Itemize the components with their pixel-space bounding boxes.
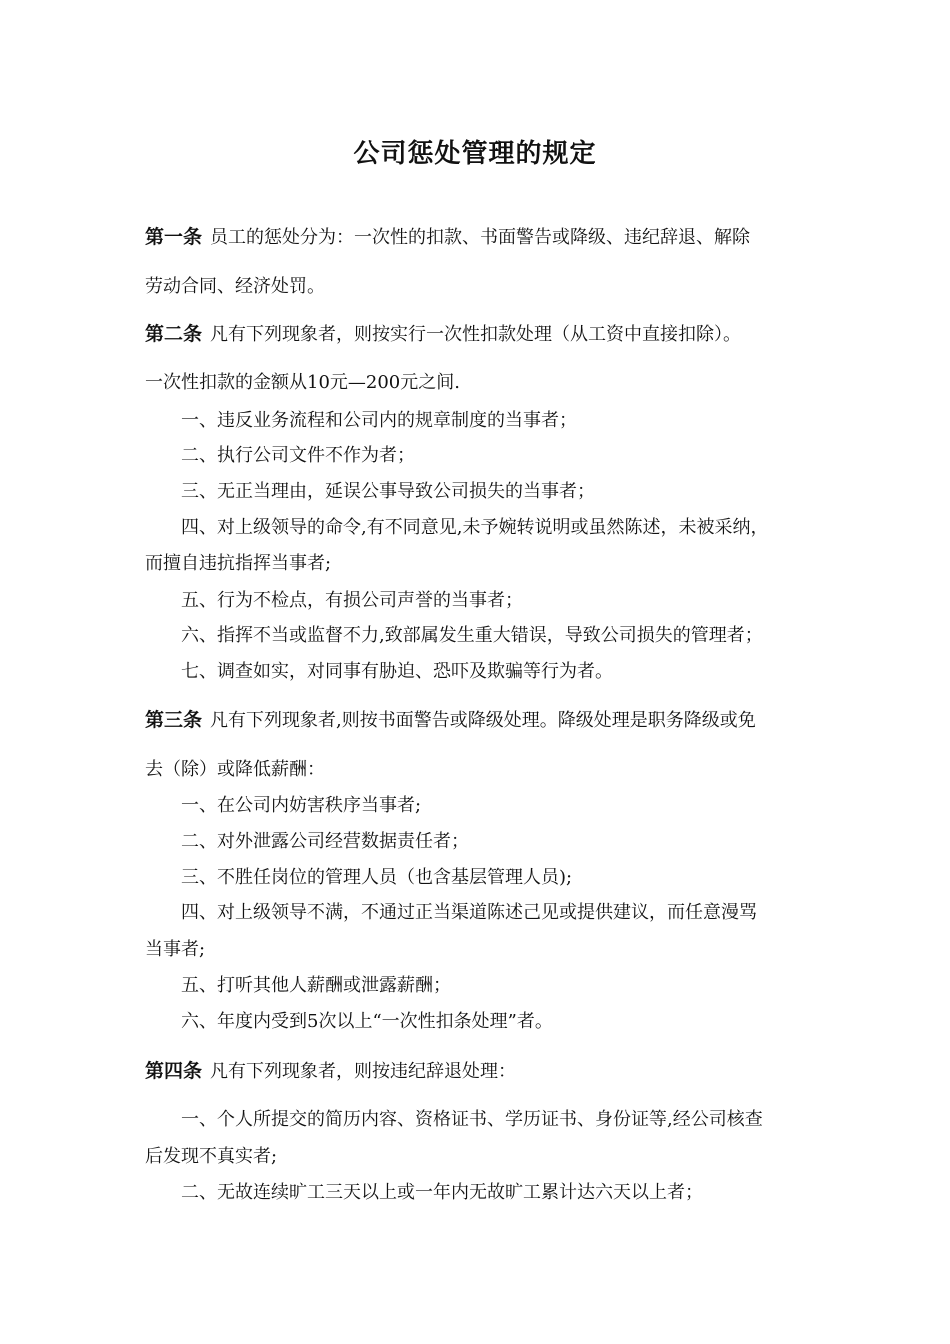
document-title: 公司惩处管理的规定 [353,139,597,169]
line-text: 二、无故连续旷工三天以上或一年内无故旷工累计达六天以上者； [181,1182,703,1203]
line-text: 四、对上级领导的命令,有不同意见,未予婉转说明或虽然陈述，未被采纳， [181,517,769,538]
list-item [181,973,451,999]
list-item [181,1180,703,1206]
article-line [145,321,741,348]
line-text: 员工的惩处分为：一次性的扣款、书面警告或降级、违纪辞退、解除 [210,227,751,248]
line-text: 七、调查如实，对同事有胁迫、恐吓及欺骗等行为者。 [181,661,613,682]
article-label: 第四条 [145,1060,203,1082]
line-text: 当事者; [145,939,206,960]
line-text: 一、个人所提交的简历内容、资格证书、学历证书、身份证等,经公司核查 [181,1109,763,1130]
line-text: 二、执行公司文件不作为者； [181,445,415,466]
line-text: 凡有下列现象者，则按实行一次性扣款处理（从工资中直接扣除）。 [210,324,742,345]
line-text: 五、行为不检点，有损公司声誉的当事者； [181,590,523,611]
article-line [145,1058,516,1085]
line-text: 五、打听其他人薪酬或泄露薪酬； [181,975,451,996]
article-label: 第一条 [145,226,203,248]
list-item [181,588,523,614]
article-line [145,707,756,734]
line-text: 二、对外泄露公司经营数据责任者； [181,831,469,852]
line-text: 而擅自违抗指挥当事者; [145,553,332,574]
list-item [181,515,768,541]
article-label: 第三条 [145,709,203,731]
article-label: 第二条 [145,323,203,345]
list-item [181,1009,553,1035]
text-line [145,937,205,963]
line-text: 四、对上级领导不满，不通过正当渠道陈述己见或提供建议，而任意漫骂 [181,902,757,923]
list-item [181,829,469,855]
line-text: 三、无正当理由，延误公事导致公司损失的当事者； [181,481,595,502]
text-line [145,274,325,300]
line-text: 凡有下列现象者，则按违纪辞退处理： [210,1061,517,1082]
list-item [181,900,757,926]
text-line [145,1144,277,1170]
text-line [145,370,460,396]
list-item [181,479,595,505]
list-item [181,793,421,819]
line-text: 六、年度内受到5次以上“一次性扣条处理”者。 [181,1011,553,1032]
list-item [181,659,613,685]
line-text: 一、违反业务流程和公司内的规章制度的当事者； [181,410,577,431]
list-item [181,408,577,434]
line-text: 一、在公司内妨害秩序当事者; [181,795,422,816]
list-item [181,623,763,649]
list-item [181,443,415,469]
line-text: 一次性扣款的金额从10元—200元之间. [145,372,460,393]
list-item [181,1107,763,1133]
line-text: 凡有下列现象者,则按书面警告或降级处理。降级处理是职务降级或免 [210,710,756,731]
line-text: 六、指挥不当或监督不力,致部属发生重大错误，导致公司损失的管理者； [181,625,763,646]
line-text: 去（除）或降低薪酬： [145,759,325,780]
text-line [145,551,331,577]
line-text: 后发现不真实者; [145,1146,278,1167]
article-line [145,224,750,251]
line-text: 劳动合同、经济处罚。 [145,276,325,297]
list-item [181,865,572,891]
text-line [145,757,325,783]
line-text: 三、不胜任岗位的管理人员（也含基层管理人员); [181,867,573,888]
